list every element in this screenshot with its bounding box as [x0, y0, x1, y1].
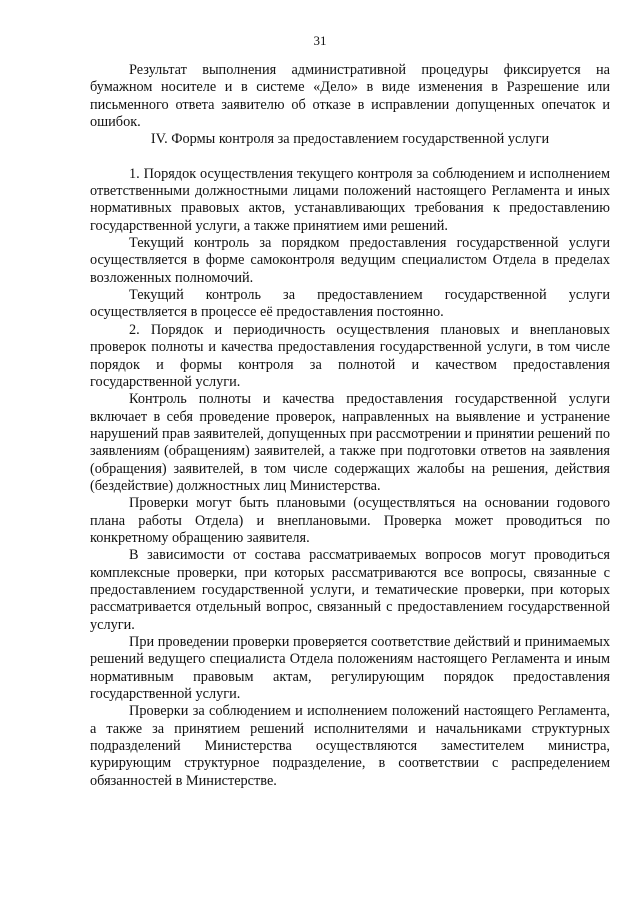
- paragraph: 2. Порядок и периодичность осуществления плановых и внеплановых проверок полноты и качества предоставления государственной услуги, в том числе порядок и формы контроля за полнотой и качеством предоставления государственной услуги.: [90, 321, 610, 390]
- paragraph: Проверки могут быть плановыми (осуществляться на основании годового плана работы Отдела) и внеплановыми. Проверка может проводиться по конкретному обращению заявителя.: [90, 495, 610, 546]
- paragraph: Контроль полноты и качества предоставления государственной услуги включает в себя проведение проверок, направленных на выявление и устранение нарушений прав заявителей, допущенных при рассмотрении и принятии решений по заявлениям (обращениям) заявителей, а также при подготовки ответов на заявления (обращения) заявителей, в том числе содержащих жалобы на решения, действия (бездействие) должностных лиц Министерства.: [90, 391, 610, 494]
- paragraph-result: Результат выполнения административной процедуры фиксируется на бумажном носителе и в системе «Дело» в виде изменения в Разрешение или письменного ответа заявителю об отказе в исправлении допущенных опечаток и ошибок.: [90, 62, 610, 131]
- paragraph: В зависимости от состава рассматриваемых вопросов могут проводиться комплексные проверки, при которых рассматриваются все вопросы, связанные с предоставлением государственной услуги, и тематические проверки, при которых рассматривается отдельный вопрос, связанный с предоставлением государственной услуги.: [90, 547, 610, 633]
- paragraph: 1. Порядок осуществления текущего контроля за соблюдением и исполнением ответственными должностными лицами положений настоящего Регламента и иных нормативных правовых актов, устанавливающих требования к предоставлению государственной услуги, а также принятием ими решений.: [90, 165, 610, 234]
- spacer: [90, 149, 610, 166]
- paragraph: Проверки за соблюдением и исполнением положений настоящего Регламента, а также за принятием решений исполнителями и начальниками структурных подразделений Министерства осуществляются заместителем министра, курирующим структурное подразделение, в соответствии с распределением обязанностей в Министерстве.: [90, 703, 610, 789]
- page-number: 31: [313, 33, 327, 48]
- paragraph: Текущий контроль за порядком предоставления государственной услуги осуществляется в форме самоконтроля ведущим специалистом Отдела в пределах возложенных полномочий.: [90, 235, 610, 286]
- section-heading: IV. Формы контроля за предоставлением государственной услуги: [150, 131, 550, 148]
- paragraph: При проведении проверки проверяется соответствие действий и принимаемых решений ведущего специалиста Отдела положениям настоящего Регламента и иным нормативным правовым актам, регулирующим порядок предоставления государственной услуги.: [90, 634, 610, 703]
- document-body: [90, 62, 610, 790]
- paragraph: Текущий контроль за предоставлением государственной услуги осуществляется в процессе её предоставления постоянно.: [90, 287, 610, 321]
